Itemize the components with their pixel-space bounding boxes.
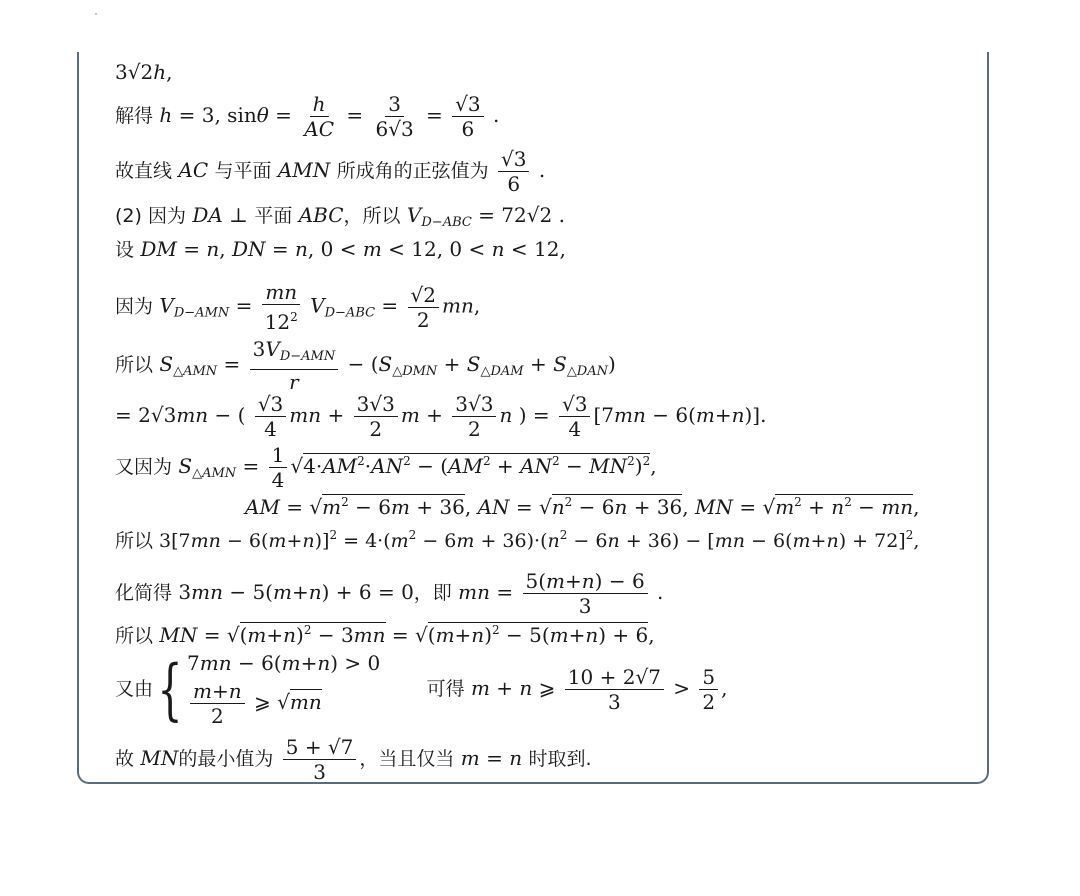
line-9: AM = $√m^2 - 6m + 36$, AN = $√n^2 - 6n + 36$, MN = $√m^2 + n^2$ − mn, [245, 495, 920, 519]
scan-speck [95, 13, 97, 15]
line-14: 故 MN的最小值为 $\frac{5 + √7}{3}$ ，当且仅当 m = n 时取到. [115, 735, 592, 784]
line-11: 化简得 3mn − 5(m+n) + 6 = 0，即 mn = $\frac{5(m+n) - 6}{3}$ . [115, 569, 664, 618]
line-13: 又由{ 7mn − 6(m+n) > 0 $\frac{m+n}{2}$ ⩾ √mn 可得 m + n ⩾ $\frac{10 + 2√7}{3}$ > $\frac{5}{2}$ , [115, 650, 728, 728]
line-12: 所以 MN = $√(m+n)^2 - 3mn = √(m+n)^2 - 5(m+n) + 6$, [115, 623, 655, 647]
line-3: (2) 因为 DA ⊥ 平面 ABC，所以 $V_{D-ABC} = 72√2$ . [115, 203, 565, 230]
line-6: 所以 $S_{\triangle AMN}$ = $\frac{3V_{D-AMN}}{r}$ − $(S_{\triangle DMN} + S_{\triangle DAM} + S_{\triangle DAN})$ [115, 337, 616, 394]
line-8: 又因为 $S_{\triangle AMN}$ = $\frac{1}{4}$ $√4\cdot AM^2\cdot AN^2 - (AM^2 + AN^2 - MN^2)^2$, [115, 443, 657, 492]
line-5: 因为 $V_{D-AMN}$ = $\frac{mn}{12^2}$ $V_{D-ABC}$ = $\frac{√2}{2}$ mn, [115, 280, 481, 334]
line-7: = 2√3mn − ( $\frac{√3}{4}$ mn + $\frac{3√3}{2}$ m + $\frac{3√3}{2}$ n ) = $\frac{√3}{4}$ [7mn − 6(m+n)]. [115, 392, 767, 441]
line-0: 3√2h, [115, 60, 173, 84]
line-4: 设 DM = n, DN = n, 0 < m < 12, 0 < n < 12, [115, 237, 566, 261]
line-2: 故直线 AC 与平面 AMN 所成角的正弦值为 $\frac{√3}{6}$ . [115, 147, 546, 196]
line-1: 解得 h = 3, sinθ = $\frac{h}{AC}$ = $\frac{3}{6√3}$ = $\frac{√3}{6}$ . [115, 92, 500, 141]
line-10: 所以 $3[7mn - 6(m+n)]^2 = 4\cdot(m^2 - 6m + 36)\cdot(n^2 - 6n + 36) - [mn - 6(m+n) + 72]^2$, [115, 528, 920, 552]
